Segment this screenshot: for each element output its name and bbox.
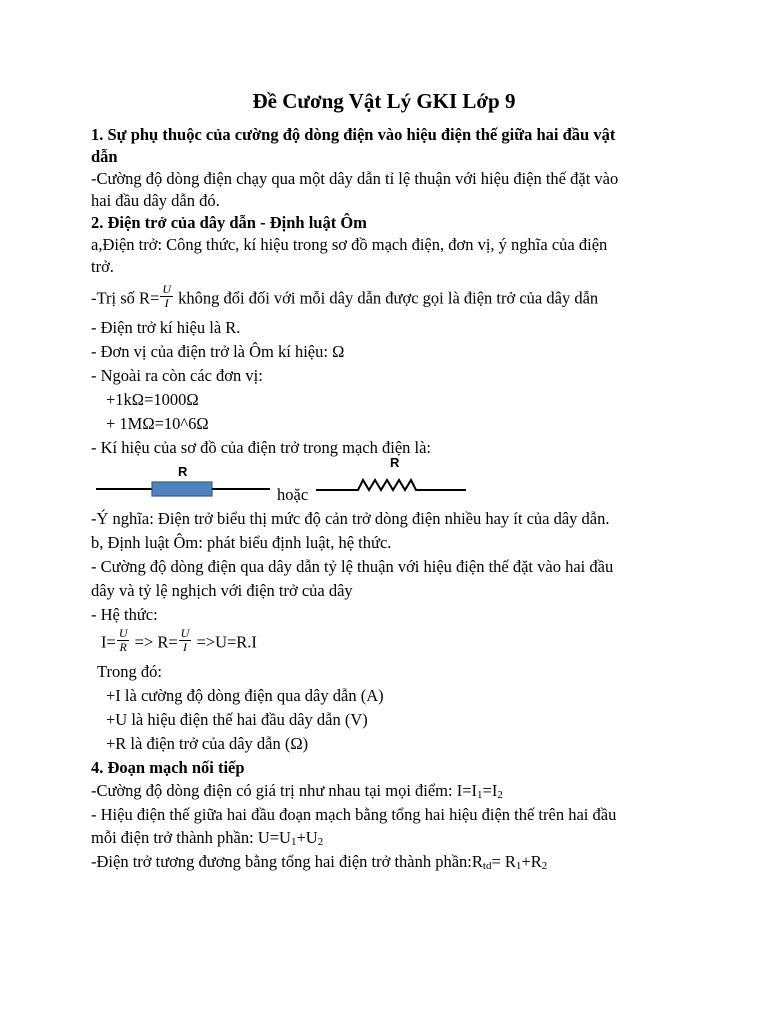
formula-heading: - Hệ thức: [91, 605, 158, 624]
resistance-symbol-line: - Điện trở kí hiệu là R. [91, 318, 241, 337]
definition-u: +U là hiệu điện thế hai đầu dây dẫn (V) [106, 710, 368, 729]
subscript: 1 [515, 860, 522, 872]
series-current-line [91, 780, 503, 806]
definition-r: +R là điện trở của dây dẫn (Ω) [106, 734, 309, 753]
fraction-denominator: R [117, 640, 130, 654]
resistor-zigzag-symbol [316, 452, 468, 496]
subscript: 1 [477, 789, 483, 801]
resistance-unit-line: - Đơn vị của điện trở là Ôm kí hiệu: Ω [91, 342, 345, 361]
resistance-formula-line [91, 282, 599, 313]
subscript: td [482, 860, 492, 872]
megaohm-line: + 1MΩ=10^6Ω [106, 414, 209, 433]
resistance-formula-suffix: không đổi đối với mỗi dây dẫn được gọi là điện trở của dây dẫn [173, 288, 599, 308]
formula-u-equals: =>U=R.I [192, 632, 257, 652]
series-resistance-mid: = R [491, 852, 516, 871]
section-1-heading-line-1: 1. Sự phụ thuộc của cường độ dòng điện vào hiệu điện thế giữa hai đầu vật [91, 125, 616, 144]
ohm-law-line-1: - Cường độ dòng điện qua dây dẫn tỷ lệ thuận với hiệu điện thế đặt vào hai đầu [91, 557, 614, 576]
subscript: 2 [317, 836, 324, 848]
series-voltage-line-2 [91, 827, 323, 853]
series-resistance-text: -Điện trở tương đương bằng tổng hai điện trở thành phần:R [91, 852, 483, 871]
section-1-paragraph-line-2: hai đầu dây dẫn đó. [91, 191, 220, 210]
series-voltage-mid: +U [296, 828, 318, 847]
resistor-label-2: R [390, 455, 400, 470]
other-units-line: - Ngoài ra còn các đơn vị: [91, 366, 263, 385]
fraction-u-over-i [160, 283, 173, 310]
diagram-intro-line: - Kí hiệu của sơ đồ của điện trở trong mạch điện là: [91, 438, 432, 457]
ohm-formula-line [101, 626, 257, 657]
series-voltage-text: mỗi điện trở thành phần: U=U [91, 828, 291, 847]
meaning-line: -Ý nghĩa: Điện trở biểu thị mức độ cản trở dòng điện nhiều hay ít của dây dẫn. [91, 509, 610, 528]
series-resistance-line [91, 851, 547, 877]
resistor-label-1: R [178, 464, 188, 479]
series-current-mid: =I [482, 781, 498, 800]
subscript: 2 [541, 860, 548, 872]
section-1-heading-line-2: dẫn [91, 147, 118, 166]
series-resistance-plus: +R [521, 852, 542, 871]
kiloohm-line: +1kΩ=1000Ω [106, 390, 199, 409]
or-text: hoặc [277, 485, 309, 504]
page-title: Đề Cương Vật Lý GKI Lớp 9 [252, 89, 516, 113]
fraction-u-over-r [117, 627, 130, 654]
fraction-numerator: U [118, 626, 128, 640]
ohm-law-line-2: dây và tỷ lệ nghịch với điện trở của dây [91, 581, 353, 600]
subscript: 1 [290, 836, 297, 848]
section-1-paragraph-line-1: -Cường độ dòng điện chạy qua một dây dẫn tỉ lệ thuận với hiệu điện thế đặt vào [91, 169, 619, 188]
formula-i-equals: I= [101, 632, 116, 652]
section-2-heading: 2. Điện trở của dây dẫn - Định luật Ôm [91, 213, 367, 232]
fraction-numerator: U [180, 626, 190, 640]
resistance-formula-prefix: -Trị số R= [91, 288, 160, 308]
series-current-text: -Cường độ dòng điện có giá trị như nhau tại mọi điểm: I=I [91, 781, 478, 800]
formula-r-equals: => R= [130, 632, 178, 652]
fraction-u-over-i [179, 627, 192, 654]
fraction-numerator: U [162, 282, 171, 296]
zigzag-wire [316, 480, 466, 490]
resistance-intro-line-2: trở. [91, 257, 114, 276]
series-voltage-line-1: - Hiệu điện thế giữa hai đầu đoạn mạch bằng tổng hai hiệu điện thế trên hai đầu [91, 805, 617, 824]
resistor-box [152, 482, 212, 496]
ohm-law-heading: b, Định luật Ôm: phát biểu định luật, hệ thức. [91, 533, 392, 552]
fraction-denominator: I [160, 296, 173, 310]
resistance-intro-line-1: a,Điện trở: Công thức, kí hiệu trong sơ đồ mạch điện, đơn vị, ý nghĩa của điện [91, 235, 608, 254]
definition-i: +I là cường độ dòng điện qua dây dẫn (A) [106, 686, 384, 705]
subscript: 2 [497, 789, 503, 801]
where-label: Trong đó: [97, 662, 162, 681]
fraction-denominator: I [179, 640, 192, 654]
section-4-heading: 4. Đoạn mạch nối tiếp [91, 758, 245, 777]
resistor-box-symbol [96, 458, 276, 502]
